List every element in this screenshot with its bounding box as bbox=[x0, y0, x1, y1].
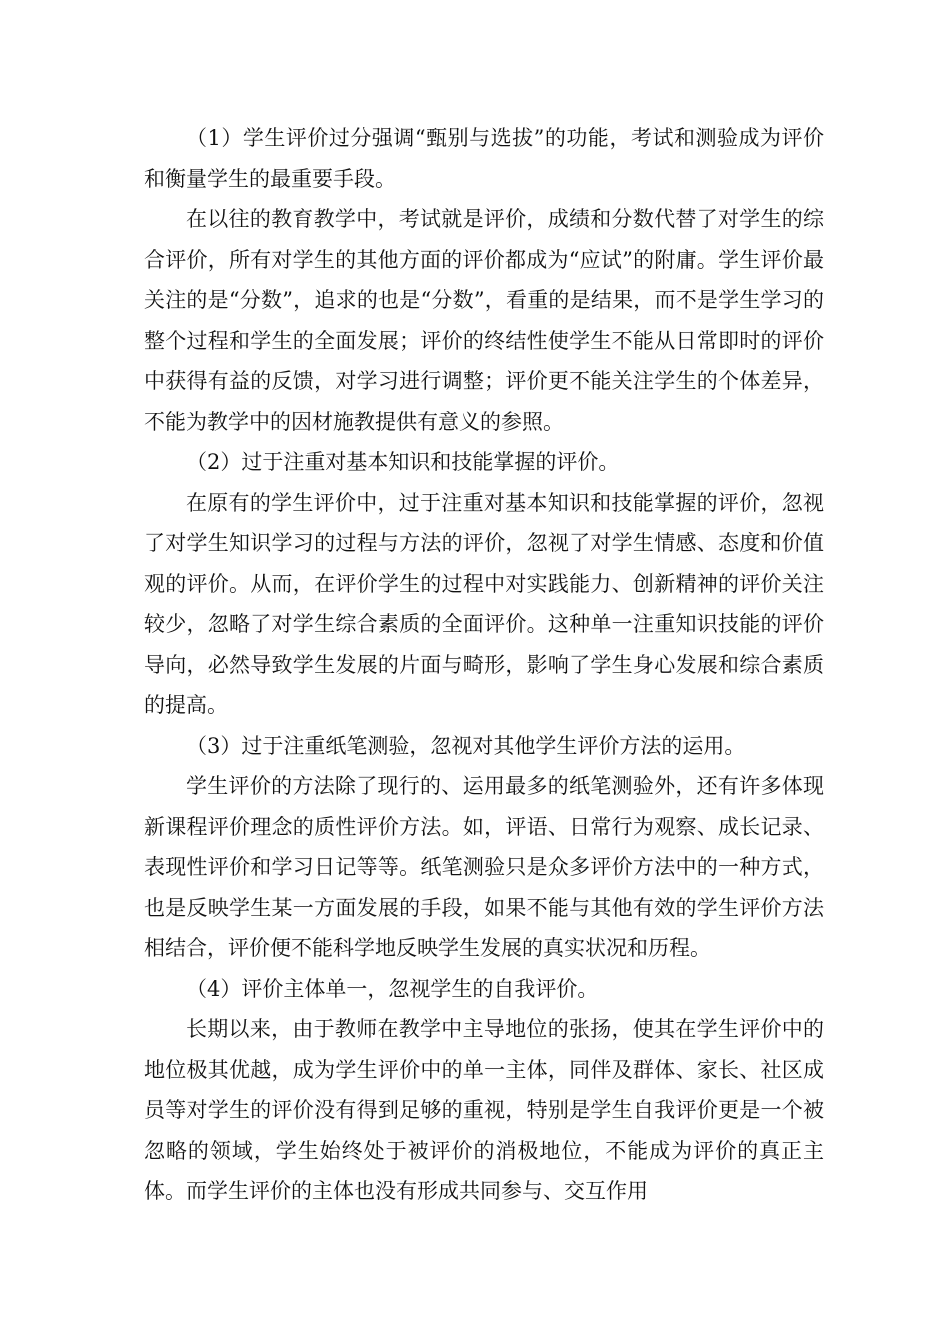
section-heading-4: （4）评价主体单一，忽视学生的自我评价。 bbox=[186, 976, 599, 1001]
document-page bbox=[144, 118, 824, 1212]
body-paragraph-1: 在以往的教育教学中，考试就是评价，成绩和分数代替了对学生的综合评价，所有对学生的其他方面的评价都成为“应试”的附庸。学生评价最关注的是“分数”，追求的也是“分数”，看重的是结果，而不是学生学习的整个过程和学生的全面发展；评价的终结性使学生不能从日常即时的评价中获得有益的反馈，对学习进行调整；评价更不能关注学生的个体差异，不能为教学中的因材施教提供有意义的参照。 bbox=[144, 207, 824, 434]
section-heading-3: （3）过于注重纸笔测验，忽视对其他学生评价方法的运用。 bbox=[186, 733, 746, 758]
section-heading-2: （2）过于注重对基本知识和技能掌握的评价。 bbox=[186, 450, 620, 474]
body-paragraph-2: 在原有的学生评价中，过于注重对基本知识和技能掌握的评价，忽视了对学生知识学习的过程与方法的评价，忽视了对学生情感、态度和价值观的评价。从而，在评价学生的过程中对实践能力、创新精神的评价关注较少，忽略了对学生综合素质的全面评价。这种单一注重知识技能的评价导向，必然导致学生发展的片面与畸形，影响了学生身心发展和综合素质的提高。 bbox=[144, 490, 824, 717]
body-paragraph-4: 长期以来，由于教师在教学中主导地位的张扬，使其在学生评价中的地位极其优越，成为学生评价中的单一主体，同伴及群体、家长、社区成员等对学生的评价没有得到足够的重视，特别是学生自我评价更是一个被忽略的领域，学生始终处于被评价的消极地位，不能成为评价的真正主体。而学生评价的主体也没有形成共同参与、交互作用 bbox=[144, 1017, 824, 1203]
body-paragraph-3: 学生评价的方法除了现行的、运用最多的纸笔测验外，还有许多体现新课程评价理念的质性评价方法。如，评语、日常行为观察、成长记录、表现性评价和学习日记等等。纸笔测验只是众多评价方法中的一种方式，也是反映学生某一方面发展的手段，如果不能与其他有效的学生评价方法相结合，评价便不能科学地反映学生发展的真实状况和历程。 bbox=[144, 774, 824, 960]
section-heading-1: （1）学生评价过分强调“甄别与选拔”的功能，考试和测验成为评价和衡量学生的最重要手段。 bbox=[144, 126, 824, 191]
